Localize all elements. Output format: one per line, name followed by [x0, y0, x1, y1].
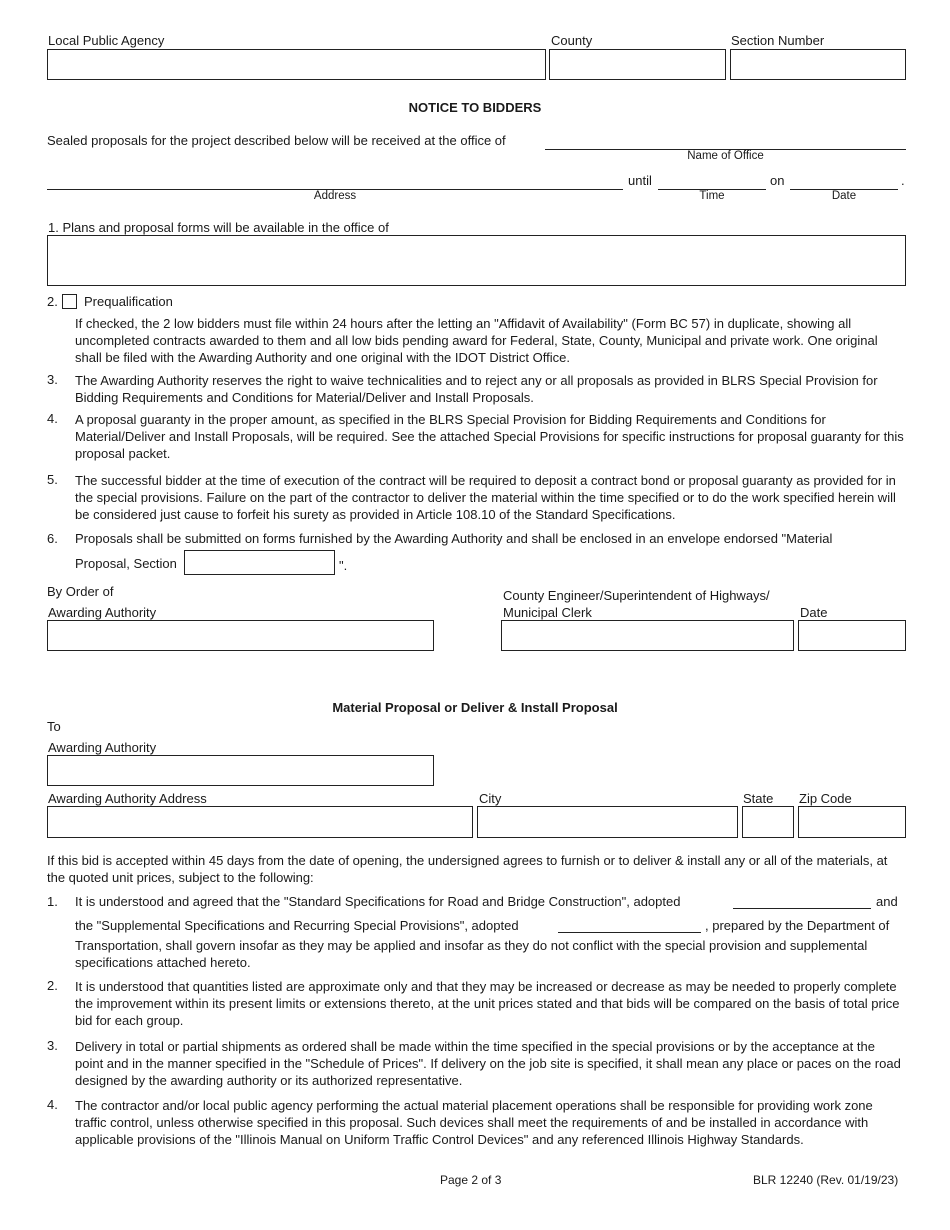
section-number-label: Section Number [731, 33, 825, 48]
awarding-authority-address-label: Awarding Authority Address [48, 791, 207, 806]
state-label: State [743, 791, 774, 806]
item5-text: The successful bidder at the time of execution of the contract will be required to deposit a contract bond or proposal guaranty as provided for in the special provisions. Failure on the part of the contractor to deliver the material within the time specified or to do the work specified herein will be considered just cause to forfeit his surety as provided in Article 108.10 of the Standard Specifications. [75, 473, 896, 522]
proposal-item1-text-a: It is understood and agreed that the "Standard Specifications for Road and Bridge Construction", adopted [75, 894, 681, 909]
proposal-item2-number: 2. [47, 978, 58, 993]
zip-code-label: Zip Code [799, 791, 852, 806]
item6-close-quote: ". [339, 558, 348, 573]
local-public-agency-field[interactable] [47, 49, 546, 80]
city-label: City [479, 791, 502, 806]
county-engineer-label-line1: County Engineer/Superintendent of Highways/ [503, 588, 770, 603]
item6-number: 6. [47, 531, 58, 546]
proposal-item4-text: The contractor and/or local public agency performing the actual material placement operations shall be responsible for providing work zone traffic control, unless otherwise specified in this proposal. Such devices shall meet the requirements of and be installed in accordance with applicable provisions of the "Illinois Manual on Uniform Traffic Control Devices" and any referenced Illinois Highway Standards. [75, 1098, 873, 1147]
county-field[interactable] [549, 49, 726, 80]
proposal-section-field[interactable] [184, 550, 335, 575]
prequalification-checkbox[interactable] [62, 294, 77, 309]
county-label: County [551, 33, 593, 48]
proposal-title: Material Proposal or Deliver & Install Proposal [332, 700, 618, 715]
supplemental-specs-adopted-field[interactable] [558, 932, 701, 933]
item2-number: 2. [47, 294, 58, 309]
proposal-item2-text: It is understood that quantities listed are approximate only and that they may be increased or decrease as may be needed to properly complete the improvement within its present limits or extensions thereto, at the unit prices stated and that bids will be compared on the basis of total price bid for each group. [75, 979, 900, 1028]
item3-number: 3. [47, 372, 58, 387]
proposal-item1-text-c: , prepared by the Department of [705, 918, 890, 933]
item4-number: 4. [47, 411, 58, 426]
proposal-item1-and: and [876, 894, 898, 909]
item6-section-label: Proposal, Section [75, 556, 177, 571]
address-caption: Address [313, 190, 357, 202]
proposal-awarding-authority-field[interactable] [47, 755, 434, 786]
form-id: BLR 12240 (Rev. 01/19/23) [753, 1173, 899, 1187]
prequalification-label: Prequalification [84, 294, 173, 309]
item2-text: If checked, the 2 low bidders must file within 24 hours after the letting an "Affidavit of Availability" (Form BC 57) in duplicate, showing all uncompleted contracts awarded to them and all low bids pending award for Federal, State, County, Municipal and private work. One original shall be filed with the Awarding Authority and one original with the IDOT District Office. [75, 316, 878, 365]
name-of-office-caption: Name of Office [687, 150, 764, 162]
on-text: on [770, 173, 785, 188]
proposal-item4-number: 4. [47, 1097, 58, 1112]
proposal-item3-text: Delivery in total or partial shipments as ordered shall be made within the time specified in the special provisions or by the acceptance at the point and in the manner specified in the "Schedule of Prices". If delivery on the job site is specified, it shall mean any place or paces on the road designed by the awarding authority or its authorized representative. [75, 1039, 901, 1088]
item4-text: A proposal guaranty in the proper amount, as specified in the BLRS Special Provision for Bidding Requirements and Conditions for Material/Deliver and Install Proposals, will be required. See the attached Special Provisions for specific instructions for proposal guaranty for this proposal packet. [75, 412, 904, 461]
county-engineer-label-line2: Municipal Clerk [503, 605, 592, 620]
section-number-field[interactable] [730, 49, 906, 80]
standard-specs-adopted-field[interactable] [733, 908, 871, 909]
zip-code-field[interactable] [798, 806, 906, 838]
item6-text: Proposals shall be submitted on forms furnished by the Awarding Authority and shall be enclosed in an envelope endorsed "Material [75, 531, 833, 546]
signature-date-label: Date [800, 605, 828, 620]
until-text: until [628, 173, 652, 188]
period: . [901, 173, 905, 188]
county-engineer-field[interactable] [501, 620, 794, 651]
proposal-item1-number: 1. [47, 894, 58, 909]
page-number: Page 2 of 3 [440, 1173, 502, 1187]
state-field[interactable] [742, 806, 794, 838]
sealed-proposals-text: Sealed proposals for the project described below will be received at the office of [47, 133, 506, 148]
proposal-item1-text-b: the "Supplemental Specifications and Recurring Special Provisions", adopted [75, 918, 519, 933]
by-order-awarding-authority-field[interactable] [47, 620, 434, 651]
proposal-item3-number: 3. [47, 1038, 58, 1053]
awarding-authority-address-field[interactable] [47, 806, 473, 838]
by-order-of-label: By Order of [47, 584, 114, 599]
proposal-awarding-authority-label: Awarding Authority [48, 740, 157, 755]
city-field[interactable] [477, 806, 738, 838]
notice-title: NOTICE TO BIDDERS [408, 100, 542, 115]
date-caption: Date [831, 190, 857, 202]
plans-office-field[interactable] [47, 235, 906, 286]
item1-text: 1. Plans and proposal forms will be available in the office of [48, 220, 389, 235]
item5-number: 5. [47, 472, 58, 487]
by-order-awarding-authority-label: Awarding Authority [48, 605, 157, 620]
to-label: To [47, 719, 61, 734]
time-caption: Time [699, 190, 725, 202]
local-public-agency-label: Local Public Agency [48, 33, 165, 48]
proposal-item1-text-d: Transportation, shall govern insofar as they may be applied and insofar as they do not conflict with the special provision and supplemental specifications attached hereto. [75, 938, 868, 970]
item3-text: The Awarding Authority reserves the right to waive technicalities and to reject any or all proposals as provided in BLRS Special Provision for Bidding Requirements and Conditions for Material/Deliver and Install Proposals. [75, 373, 878, 405]
proposal-intro: If this bid is accepted within 45 days from the date of opening, the undersigned agrees to furnish or to deliver & install any or all of the materials, at the quoted unit prices, subject to the following: [47, 853, 888, 885]
signature-date-field[interactable] [798, 620, 906, 651]
